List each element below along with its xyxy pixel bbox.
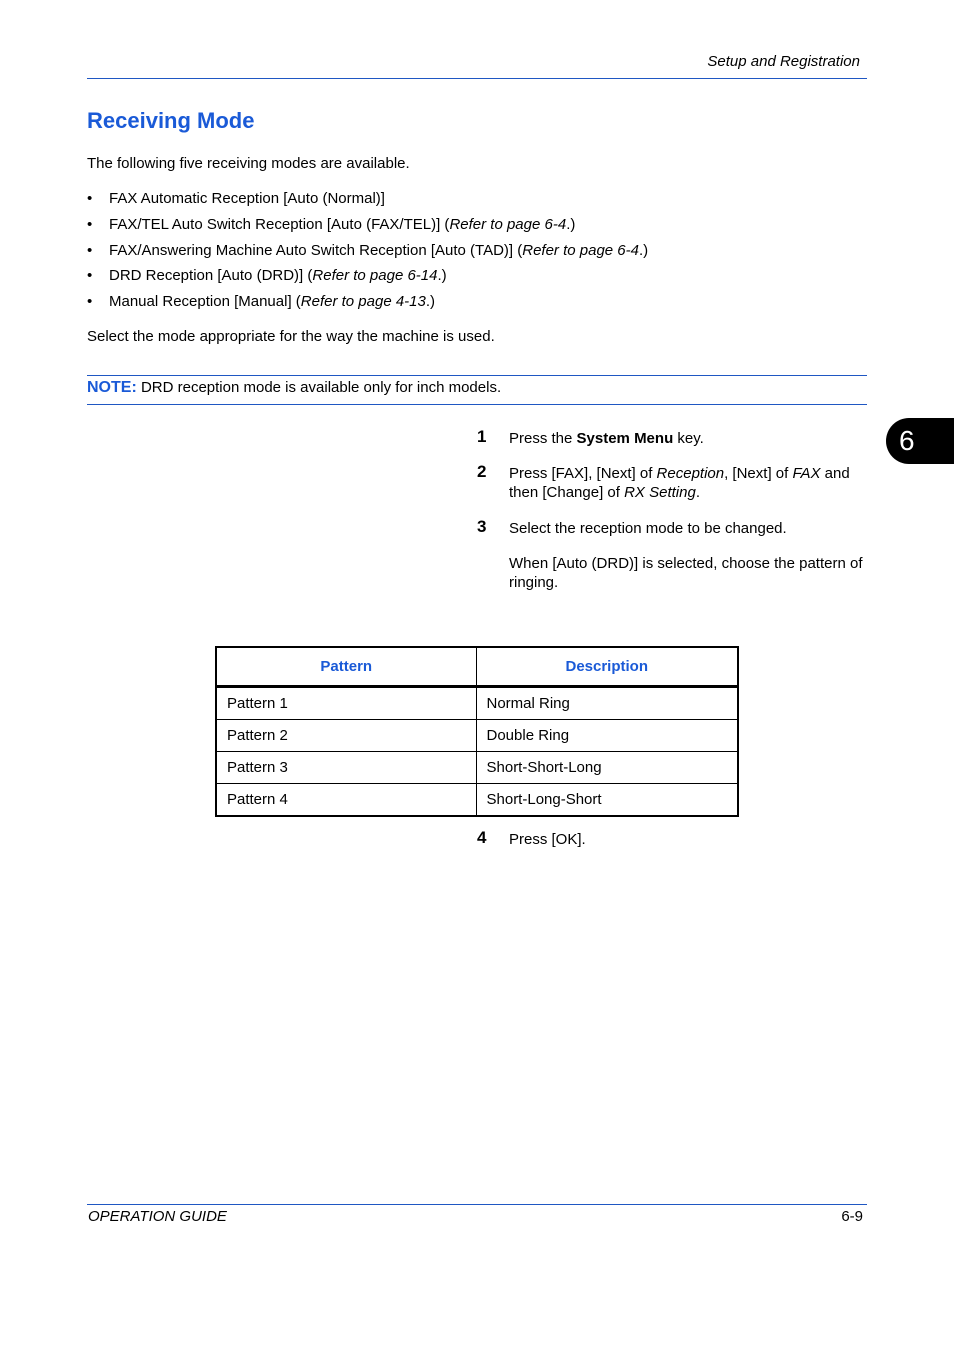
table-row xyxy=(216,784,738,817)
note-top-rule xyxy=(87,375,867,376)
list-item xyxy=(87,267,447,284)
step-text: Press [OK]. xyxy=(509,831,586,848)
section-heading: Receiving Mode xyxy=(87,108,255,133)
step-text-part: key. xyxy=(673,430,704,447)
running-header: Setup and Registration xyxy=(707,53,860,70)
list-item-ref-open: ( xyxy=(291,293,301,310)
list-item-text: FAX/Answering Machine Auto Switch Reception [Auto (TAD)] xyxy=(109,242,514,259)
table-cell: Double Ring xyxy=(476,720,738,752)
page-reference: Refer to page 6-14 xyxy=(312,267,438,284)
step-text xyxy=(509,429,869,448)
step-number: 4 xyxy=(477,828,487,847)
list-item-ref-close: .) xyxy=(437,267,447,284)
table-cell: Short-Short-Long xyxy=(476,752,738,784)
key-name: System Menu xyxy=(576,430,674,447)
step-text-part: Press [FAX], [Next] of xyxy=(509,465,657,482)
bullet-symbol: • xyxy=(87,190,93,207)
footer-rule xyxy=(87,1204,867,1205)
step-text: Select the reception mode to be changed. xyxy=(509,520,787,537)
table-cell: Pattern 1 xyxy=(216,687,476,720)
intro-paragraph: The following five receiving modes are available. xyxy=(87,155,410,172)
list-item-ref-open: ( xyxy=(440,216,450,233)
menu-name: RX Setting xyxy=(624,484,696,501)
table-cell: Normal Ring xyxy=(476,687,738,720)
step-number: 2 xyxy=(477,462,487,481)
table-row xyxy=(216,687,738,720)
list-item-ref-close: .) xyxy=(425,293,436,310)
step-text-part: . xyxy=(695,484,700,501)
table-row xyxy=(216,752,738,784)
bullet-symbol: • xyxy=(87,267,93,284)
list-item xyxy=(87,242,648,259)
step-text-part: Press the xyxy=(509,430,577,447)
list-item-ref-open: ( xyxy=(513,242,523,259)
chapter-tab: 6 xyxy=(886,418,954,464)
step-text-part: and then [Change] of xyxy=(509,465,850,501)
bullet-symbol: • xyxy=(87,242,93,259)
note xyxy=(87,379,501,397)
page-reference: Refer to page 4-13 xyxy=(300,293,426,310)
note-bottom-rule xyxy=(87,404,867,405)
list-item-ref-close: .) xyxy=(639,242,649,259)
step-text xyxy=(509,464,869,502)
menu-name: Reception xyxy=(656,465,725,482)
table-row xyxy=(216,720,738,752)
step-subtext: When [Auto (DRD)] is selected, choose the pattern of ringing. xyxy=(509,555,863,591)
step-text-part: , [Next] of xyxy=(724,465,793,482)
list-item-text: FAX Automatic Reception [Auto (Normal)] xyxy=(109,190,385,207)
note-label: NOTE: xyxy=(87,379,137,396)
list-item-ref-open: ( xyxy=(303,267,313,284)
bullet-symbol: • xyxy=(87,293,93,310)
page-number: 6-9 xyxy=(841,1208,863,1225)
bullet-symbol: • xyxy=(87,216,93,233)
step-number: 3 xyxy=(477,517,487,536)
list-item xyxy=(87,216,575,233)
list-item-text: DRD Reception [Auto (DRD)] xyxy=(109,267,304,284)
column-header-description: Description xyxy=(476,647,738,687)
list-item-ref-close: .) xyxy=(566,216,576,233)
pattern-table xyxy=(215,646,739,817)
select-paragraph: Select the mode appropriate for the way the machine is used. xyxy=(87,328,495,345)
list-item xyxy=(87,293,435,310)
table-cell: Pattern 2 xyxy=(216,720,476,752)
table-cell: Pattern 4 xyxy=(216,784,476,817)
step-number: 1 xyxy=(477,427,487,446)
note-text: DRD reception mode is available only for inch models. xyxy=(140,379,502,396)
header-rule xyxy=(87,78,867,79)
menu-name: FAX xyxy=(792,465,821,482)
table-cell: Short-Long-Short xyxy=(476,784,738,817)
list-item-text: FAX/TEL Auto Switch Reception [Auto (FAX/TEL)] xyxy=(109,216,441,233)
footer-guide-title: OPERATION GUIDE xyxy=(88,1208,227,1225)
page-reference: Refer to page 6-4 xyxy=(449,216,567,233)
page-reference: Refer to page 6-4 xyxy=(522,242,639,259)
table-cell: Pattern 3 xyxy=(216,752,476,784)
list-item-text: Manual Reception [Manual] xyxy=(109,293,292,310)
column-header-pattern: Pattern xyxy=(216,647,476,687)
table-header-row xyxy=(216,647,738,687)
list-item xyxy=(87,190,385,207)
